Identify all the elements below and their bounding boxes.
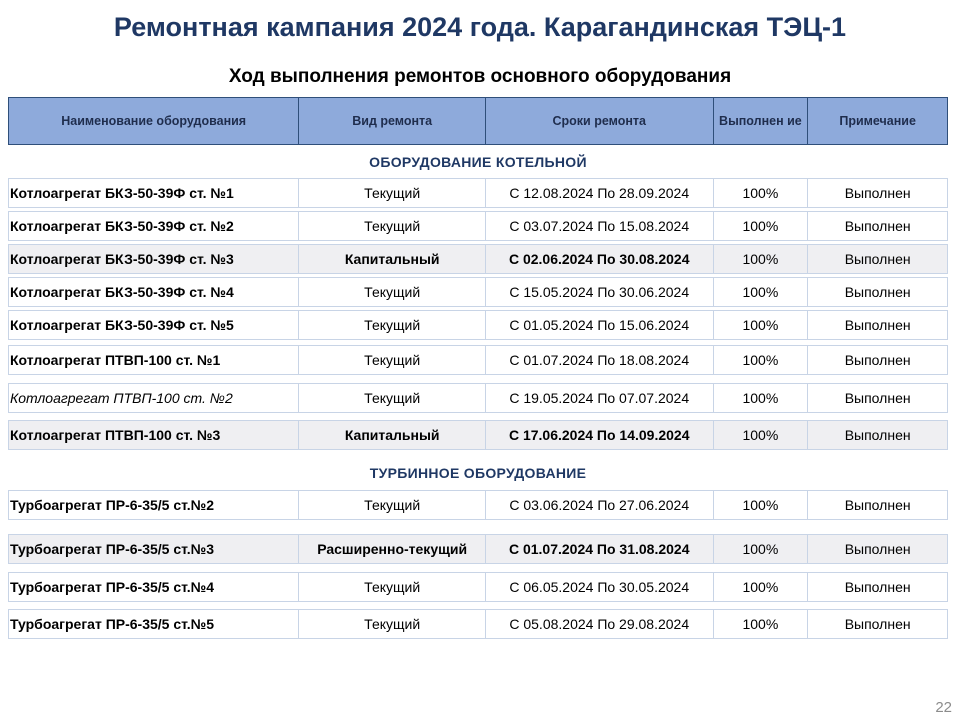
repair-period: С 01.07.2024 По 18.08.2024 <box>486 346 714 374</box>
completion-percent: 100% <box>714 421 809 449</box>
equipment-name: Турбоагрегат ПР-6-35/5 ст.№2 <box>9 491 299 519</box>
column-header-equipment: Наименование оборудования <box>9 98 299 144</box>
repair-type: Расширенно-текущий <box>299 535 486 563</box>
repair-type: Текущий <box>299 491 486 519</box>
equipment-name: Котлоагрегат ПТВП-100 ст. №1 <box>9 346 299 374</box>
table-row <box>8 420 948 450</box>
completion-percent: 100% <box>714 179 809 207</box>
completion-percent: 100% <box>714 610 809 638</box>
repair-type: Текущий <box>299 610 486 638</box>
status-note: Выполнен <box>844 185 911 201</box>
table-header <box>8 97 948 145</box>
table-row <box>8 178 948 208</box>
table-row <box>8 211 948 241</box>
status-note: Выполнен <box>844 218 911 234</box>
completion-percent: 100% <box>714 573 809 601</box>
table-row <box>8 310 948 340</box>
equipment-name: Турбоагрегат ПР-6-35/5 ст.№5 <box>9 610 299 638</box>
status-note: Выполнен <box>844 541 911 557</box>
completion-percent: 100% <box>714 212 809 240</box>
repair-type: Текущий <box>299 384 486 412</box>
page-title: Ремонтная кампания 2024 года. Карагандинская ТЭЦ-1 <box>113 12 847 42</box>
status-note: Выполнен <box>844 427 911 443</box>
completion-percent: 100% <box>714 245 809 273</box>
equipment-name: Котлоагрегат БКЗ-50-39Ф ст. №4 <box>9 278 299 306</box>
repair-period: С 17.06.2024 По 14.09.2024 <box>486 421 714 449</box>
equipment-name: Турбоагрегат ПР-6-35/5 ст.№3 <box>9 535 299 563</box>
repair-period: С 03.06.2024 По 27.06.2024 <box>486 491 714 519</box>
equipment-name: Турбоагрегат ПР-6-35/5 ст.№4 <box>9 573 299 601</box>
repair-period: С 06.05.2024 По 30.05.2024 <box>486 573 714 601</box>
table-row <box>8 244 948 274</box>
repair-type: Текущий <box>299 573 486 601</box>
repair-type: Текущий <box>299 212 486 240</box>
status-note: Выполнен <box>844 390 911 406</box>
page-subtitle: Ход выполнения ремонтов основного оборудования <box>228 66 732 87</box>
status-note: Выполнен <box>844 616 911 632</box>
status-note: Выполнен <box>844 251 911 267</box>
equipment-name: Котлоагрегат ПТВП-100 ст. №3 <box>9 421 299 449</box>
repair-period: С 15.05.2024 По 30.06.2024 <box>486 278 714 306</box>
completion-percent: 100% <box>714 535 809 563</box>
section-title-turbine: ТУРБИННОЕ ОБОРУДОВАНИЕ <box>369 465 587 481</box>
status-note: Выполнен <box>844 317 911 333</box>
equipment-name: Котлоагрегат БКЗ-50-39Ф ст. №3 <box>9 245 299 273</box>
table-row <box>8 572 948 602</box>
repair-period: С 03.07.2024 По 15.08.2024 <box>486 212 714 240</box>
equipment-name: Котлоагрегат БКЗ-50-39Ф ст. №1 <box>9 179 299 207</box>
repair-period: С 02.06.2024 По 30.08.2024 <box>486 245 714 273</box>
column-header-repair-type: Вид ремонта <box>299 98 486 144</box>
completion-percent: 100% <box>714 311 809 339</box>
table-row <box>8 383 948 413</box>
equipment-name: Котлоагрегат ПТВП-100 ст. №2 <box>9 384 299 412</box>
table-row <box>8 609 948 639</box>
status-note: Выполнен <box>844 284 911 300</box>
column-header-note: Примечание <box>839 113 916 128</box>
repair-type: Капитальный <box>299 245 486 273</box>
status-note: Выполнен <box>844 579 911 595</box>
status-note: Выполнен <box>844 352 911 368</box>
repair-type: Текущий <box>299 311 486 339</box>
repair-period: С 05.08.2024 По 29.08.2024 <box>486 610 714 638</box>
completion-percent: 100% <box>714 384 809 412</box>
repair-period: С 01.07.2024 По 31.08.2024 <box>486 535 714 563</box>
repair-type: Капитальный <box>299 421 486 449</box>
section-title-boiler: ОБОРУДОВАНИЕ КОТЕЛЬНОЙ <box>369 154 587 170</box>
repair-type: Текущий <box>299 278 486 306</box>
equipment-name: Котлоагрегат БКЗ-50-39Ф ст. №2 <box>9 212 299 240</box>
table-row <box>8 490 948 520</box>
page-number: 22 <box>935 699 952 716</box>
repair-period: С 19.05.2024 По 07.07.2024 <box>486 384 714 412</box>
table-row <box>8 277 948 307</box>
equipment-name: Котлоагрегат БКЗ-50-39Ф ст. №5 <box>9 311 299 339</box>
repair-type: Текущий <box>299 179 486 207</box>
repair-type: Текущий <box>299 346 486 374</box>
column-header-period: Сроки ремонта <box>486 98 714 144</box>
repair-period: С 12.08.2024 По 28.09.2024 <box>486 179 714 207</box>
column-header-completion: Выполнен ие <box>714 98 809 144</box>
completion-percent: 100% <box>714 346 809 374</box>
table-row <box>8 534 948 564</box>
table-row <box>8 345 948 375</box>
status-note: Выполнен <box>844 497 911 513</box>
completion-percent: 100% <box>714 278 809 306</box>
repair-period: С 01.05.2024 По 15.06.2024 <box>486 311 714 339</box>
completion-percent: 100% <box>714 491 809 519</box>
